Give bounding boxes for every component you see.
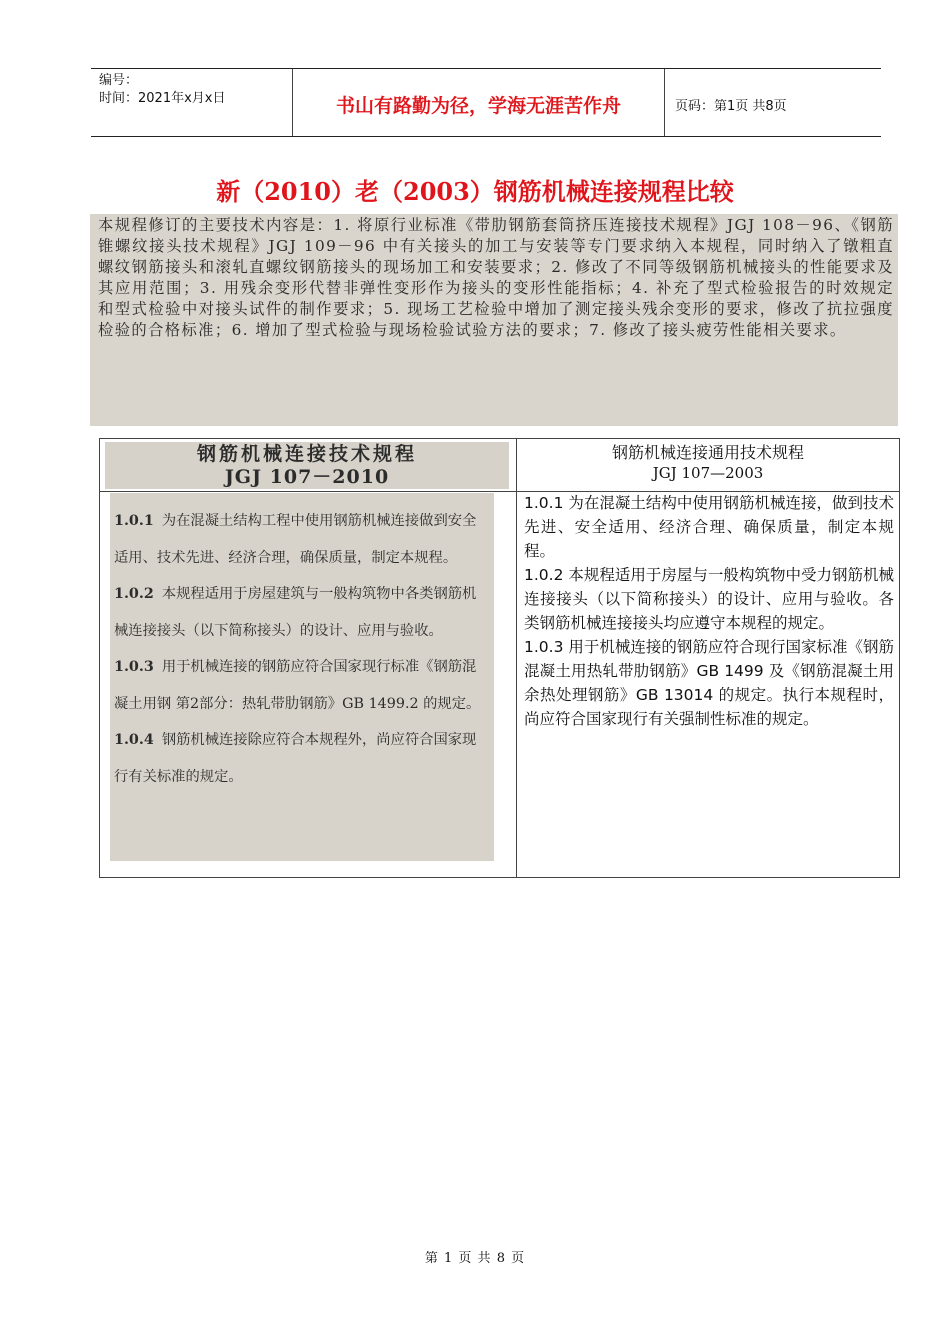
left-clause: 1.0.1 为在混凝土结构工程中使用钢筋机械连接做到安全适用、技术先进、经济合理，确保质量，制定本规程。 xyxy=(114,513,477,566)
header-motto: 书山有路勤为径，学海无涯苦作舟 xyxy=(293,69,665,136)
header-meta-cell xyxy=(91,69,293,136)
page-header xyxy=(91,68,881,137)
document-title: 新（2010）老（2003）钢筋机械连接规程比较 xyxy=(216,177,734,206)
left-clause: 1.0.4 钢筋机械连接除应符合本规程外，尚应符合国家现行有关标准的规定。 xyxy=(114,732,477,785)
right-header-code: JGJ 107—2003 xyxy=(652,464,764,482)
scanned-intro-image xyxy=(90,214,898,426)
left-header-scan xyxy=(105,442,509,489)
left-clause: 1.0.3 用于机械连接的钢筋应符合国家现行标准《钢筋混凝土用钢 第2部分：热轧带肋钢筋》GB 1499.2 的规定。 xyxy=(114,659,481,712)
right-header xyxy=(517,443,899,483)
time-label: 时间：2021年x月x日 xyxy=(99,91,226,106)
left-clause: 1.0.2 本规程适用于房屋建筑与一般构筑物中各类钢筋机械连接接头（以下简称接头）的设计、应用与验收。 xyxy=(114,586,477,639)
header-page-label: 页码：第1页 共8页 xyxy=(675,99,787,114)
right-header-title: 钢筋机械连接通用技术规程 xyxy=(611,443,804,462)
left-header-title: 钢筋机械连接技术规程 xyxy=(196,443,417,465)
comparison-table xyxy=(99,438,900,878)
table-column-divider xyxy=(516,439,517,877)
serial-label: 编号： xyxy=(99,73,139,88)
right-clauses xyxy=(524,491,894,731)
scanned-intro-text: 本规程修订的主要技术内容是：1. 将原行业标准《带肋钢筋套筒挤压连接技术规程》JGJ 108－96、《钢筋锥螺纹接头技术规程》JGJ 109－96 中有关接头的加工与安装等专门要求纳入本规程，同时纳入了镦粗直螺纹钢筋接头和滚轧直螺纹钢筋接头的现场加工和安装要求；2. 修改了不同等级钢筋机械接头的性能要求及其应用范围；3. 用残余变形代替非弹性变形作为接头的变形性能指标；4. 补充了型式检验报告的时效规定和型式检验中对接头试件的制作要求；5. 现场工艺检验中增加了测定接头残余变形的要求，修改了抗拉强度检验的合格标准；6. 增加了型式检验与现场检验试验方法的要求；7. 修改了接头疲劳性能相关要求。 xyxy=(98,216,894,339)
left-header-code: JGJ 107－2010 xyxy=(224,466,390,488)
right-clause: 1.0.2 本规程适用于房屋与一般构筑物中受力钢筋机械连接接头（以下简称接头）的设计、应用与验收。各类钢筋机械连接接头均应遵守本规程的规定。 xyxy=(524,566,894,632)
left-clauses-scan xyxy=(110,493,494,861)
right-clause: 1.0.1 为在混凝土结构中使用钢筋机械连接，做到技术先进、安全适用、经济合理、确保质量，制定本规程。 xyxy=(524,494,894,560)
page-footer: 第 1 页 共 8 页 xyxy=(424,1251,526,1266)
right-clause: 1.0.3 用于机械连接的钢筋应符合现行国家标准《钢筋混凝土用热轧带肋钢筋》GB 1499 及《钢筋混凝土用余热处理钢筋》GB 13014 的规定。执行本规程时，尚应符合国家现行有关强制性标准的规定。 xyxy=(524,638,894,728)
